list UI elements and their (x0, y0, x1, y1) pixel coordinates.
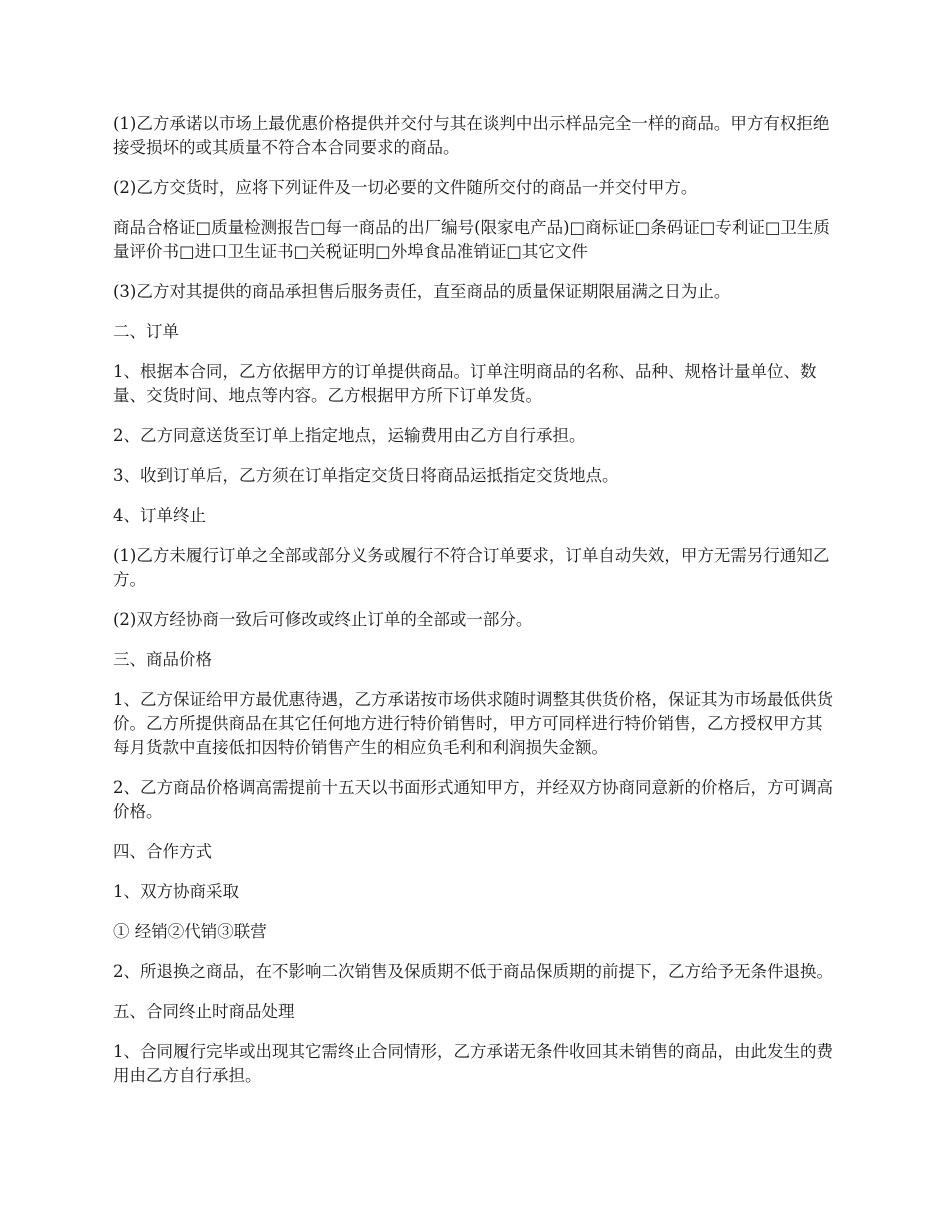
paragraph-price-increase: 2、乙方商品价格调高需提前十五天以书面形式通知甲方，并经双方协商同意新的价格后，方可调高价格。 (113, 778, 833, 821)
paragraph-termination-recall: 1、合同履行完毕或出现其它需终止合同情形，乙方承诺无条件收回其未销售的商品，由此发生的费用由乙方自行承担。 (113, 1042, 833, 1085)
paragraph-document-checklist: 商品合格证□质量检测报告□每一商品的出厂编号(限家电产品)□商标证□条码证□专利证□卫生质量评价书□进口卫生证书□关税证明□外埠食品准销证□其它文件 (113, 218, 830, 261)
document-page (113, 112, 833, 1104)
paragraph-order-termination-title: 4、订单终止 (113, 506, 206, 525)
paragraph-delivery-documents: (2)乙方交货时，应将下列证件及一切必要的文件随所交付的商品一并交付甲方。 (113, 178, 698, 197)
paragraph-supply-commitment: (1)乙方承诺以市场上最优惠价格提供并交付与其在谈判中出示样品完全一样的商品。甲方有权拒绝接受损坏的或其质量不符合本合同要求的商品。 (113, 114, 830, 157)
paragraph-order-auto-void: (1)乙方未履行订单之全部或部分义务或履行不符合订单要求，订单自动失效，甲方无需另行通知乙方。 (113, 546, 830, 589)
paragraph-best-price: 1、乙方保证给甲方最优惠待遇，乙方承诺按市场供求随时调整其供货价格，保证其为市场最低供货价。乙方所提供商品在其它任何地方进行特价销售时，甲方可同样进行特价销售，乙方授权甲方其每月货款中直接低扣因特价销售产生的相应负毛利和利润损失金额。 (113, 690, 833, 757)
paragraph-order-modify: (2)双方经协商一致后可修改或终止订单的全部或一部分。 (113, 610, 533, 629)
section-heading-cooperation: 四、合作方式 (113, 842, 212, 861)
paragraph-cooperation-modes: ① 经销②代销③联营 (113, 922, 267, 941)
paragraph-returns: 2、所退换之商品，在不影响二次销售及保质期不低于商品保质期的前提下，乙方给予无条件退换。 (113, 962, 833, 981)
paragraph-order-basis: 1、根据本合同，乙方依据甲方的订单提供商品。订单注明商品的名称、品种、规格计量单位、数量、交货时间、地点等内容。乙方根据甲方所下订单发货。 (113, 362, 817, 405)
section-heading-termination: 五、合同终止时商品处理 (113, 1002, 295, 1021)
paragraph-order-delivery-date: 3、收到订单后，乙方须在订单指定交货日将商品运抵指定交货地点。 (113, 466, 619, 485)
section-heading-orders: 二、订单 (113, 322, 179, 341)
paragraph-after-sales: (3)乙方对其提供的商品承担售后服务责任，直至商品的质量保证期限届满之日为止。 (113, 282, 731, 301)
section-heading-pricing: 三、商品价格 (113, 650, 212, 669)
paragraph-cooperation-modes-title: 1、双方协商采取 (113, 882, 239, 901)
paragraph-order-delivery-location: 2、乙方同意送货至订单上指定地点，运输费用由乙方自行承担。 (113, 426, 586, 445)
